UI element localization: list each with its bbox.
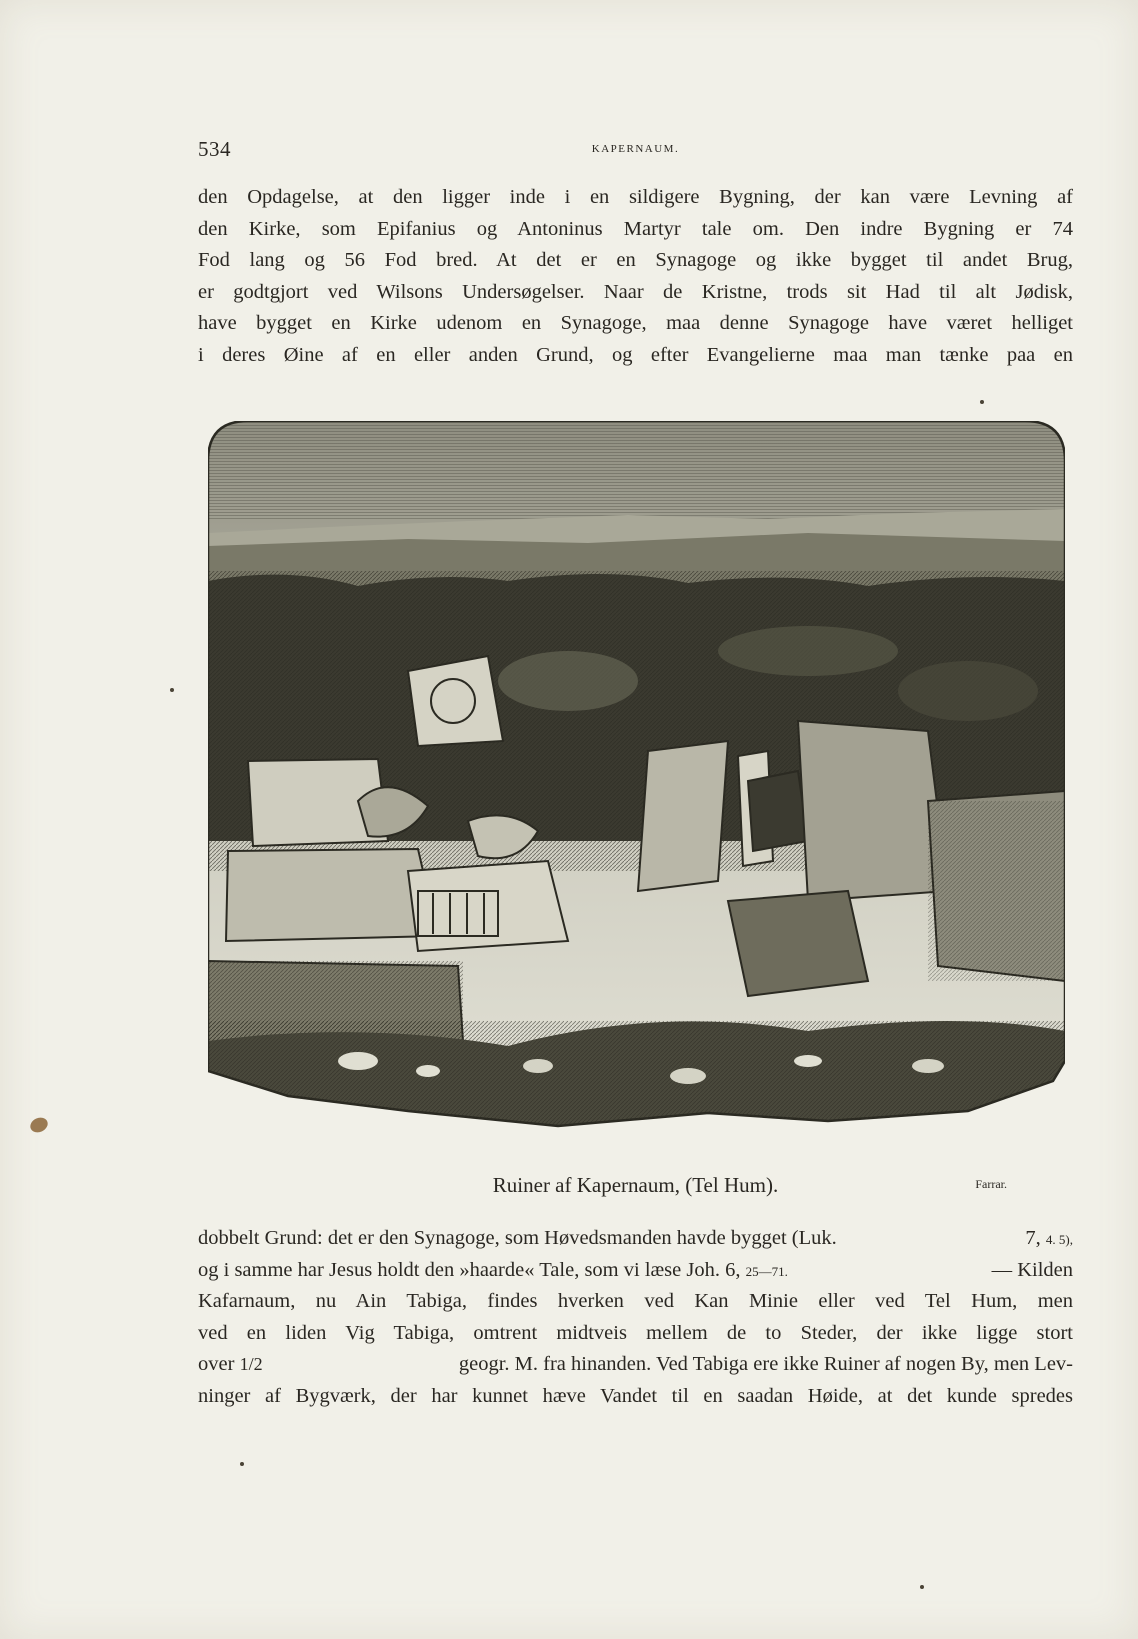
paper-speck xyxy=(170,688,174,692)
text-line: dobbelt Grund: det er den Synagoge, som Høvedsmanden havde bygget (Luk. 7, 4. 5), xyxy=(198,1223,1073,1255)
text-line: i deres Øine af en eller anden Grund, og efter Evangelierne maa man tænke paa en xyxy=(198,343,1073,366)
text-line: Kafarnaum, nu Ain Tabiga, findes hverken ved Kan Minie eller ved Tel Hum, men xyxy=(198,1290,1073,1312)
text-line: ved en liden Vig Tabiga, omtrent midtveis mellem de to Steder, der ikke ligge stort xyxy=(198,1321,1073,1344)
paper-speck xyxy=(240,1462,244,1466)
engraving-illustration xyxy=(208,421,1065,1149)
paragraph-top xyxy=(198,182,1073,371)
text-line: over 1/2 geogr. M. fra hinanden. Ved Tabiga ere ikke Ruiner af nogen By, men Lev- xyxy=(198,1349,1073,1381)
figure-credit: Farrar. xyxy=(975,1177,1007,1191)
paper-speck xyxy=(980,400,984,404)
paper-speck xyxy=(920,1585,924,1589)
figure-caption-row xyxy=(198,1173,1073,1203)
text-line: have bygget en Kirke udenom en Synagoge, maa denne Synagoge have været helliget xyxy=(198,312,1073,334)
text-segment: og i samme har Jesus holdt den »haarde« Tale, som vi læse Joh. 6, 25—71. xyxy=(198,1258,788,1281)
figure-caption: Ruiner af Kapernaum, (Tel Hum). xyxy=(492,1173,779,1197)
paper-stain xyxy=(28,1115,50,1135)
scripture-reference: 7, 4. 5), xyxy=(1025,1227,1073,1249)
page-header xyxy=(198,137,1073,167)
paragraph-bottom xyxy=(198,1223,1073,1412)
page-number: 534 xyxy=(198,137,231,161)
text-line: den Kirke, som Epifanius og Antoninus Martyr tale om. Den indre Bygning er 74 xyxy=(198,217,1073,240)
text-line: og i samme har Jesus holdt den »haarde« Tale, som vi læse Joh. 6, 25—71. — Kilden xyxy=(198,1255,1073,1287)
text-segment: over 1/2 xyxy=(198,1353,263,1375)
running-head: KAPERNAUM. xyxy=(591,143,680,155)
text-line: er godtgjort ved Wilsons Undersøgelser. Naar de Kristne, trods sit Had til alt Jødisk, xyxy=(198,280,1073,303)
text-line: Fod lang og 56 Fod bred. At det er en Synagoge og ikke bygget til andet Brug, xyxy=(198,249,1073,271)
text-line: den Opdagelse, at den ligger inde i en sildigere Bygning, der kan være Levning af xyxy=(198,186,1073,208)
text-line: ninger af Bygværk, der har kunnet hæve Vandet til en saadan Høide, at det kunde spredes xyxy=(198,1384,1073,1407)
